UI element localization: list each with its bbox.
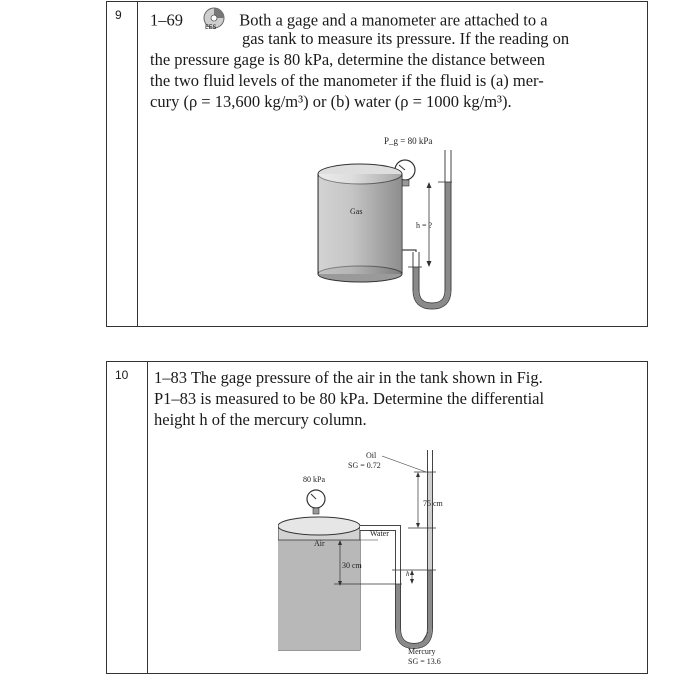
row-number: 10 <box>107 362 148 673</box>
text-line: height h of the mercury column. <box>154 410 367 429</box>
mercury-sg-label: SG = 13.6 <box>408 657 441 666</box>
text-line: The gage pressure of the air in the tank shown in Fig. <box>190 368 543 387</box>
problem-row-9 <box>106 1 648 327</box>
text-line: gas tank to measure its pressure. If the reading on <box>242 29 570 48</box>
text-line: the pressure gage is 80 kPa, determine the distance between <box>150 50 545 69</box>
height-label: h = ? <box>416 221 433 230</box>
problem-cell <box>148 362 647 673</box>
problem-text <box>150 7 630 112</box>
water-label: Water <box>370 529 389 538</box>
text-line: Both a gage and a manometer are attached to a <box>239 10 548 30</box>
problem-id: 1–69 <box>150 10 183 30</box>
tank-label: Gas <box>350 207 363 216</box>
problem-id: 1–83 <box>154 368 187 387</box>
oil-sg-label: SG = 0.72 <box>348 461 381 470</box>
tank-label: Air <box>314 539 325 548</box>
oil-label: Oil <box>366 451 377 460</box>
gage-label: 80 kPa <box>303 475 325 484</box>
row-number: 9 <box>107 2 138 326</box>
gas-tank <box>318 164 402 282</box>
pressure-gage-icon <box>307 490 325 514</box>
problem-text <box>154 367 644 430</box>
water-height-label: 30 cm <box>342 561 362 570</box>
h-label: h <box>406 570 410 578</box>
text-line: the two fluid levels of the manometer if the fluid is (a) mer- <box>150 71 544 90</box>
figure-gas-tank-manometer <box>288 132 538 312</box>
problem-cell <box>138 2 647 326</box>
air-tank <box>278 517 360 650</box>
mercury-label: Mercury <box>408 647 436 656</box>
text-line: cury (ρ = 13,600 kg/m³) or (b) water (ρ = 1000 kg/m³). <box>150 92 512 111</box>
figure-air-tank-manometer <box>278 450 528 670</box>
oil-height-label: 75 cm <box>423 499 443 508</box>
svg-text:EES: EES <box>205 24 217 31</box>
gage-label: P_g = 80 kPa <box>384 136 433 146</box>
text-line: P1–83 is measured to be 80 kPa. Determine the differential <box>154 389 545 408</box>
problem-row-10 <box>106 361 648 674</box>
cd-icon <box>201 7 227 36</box>
